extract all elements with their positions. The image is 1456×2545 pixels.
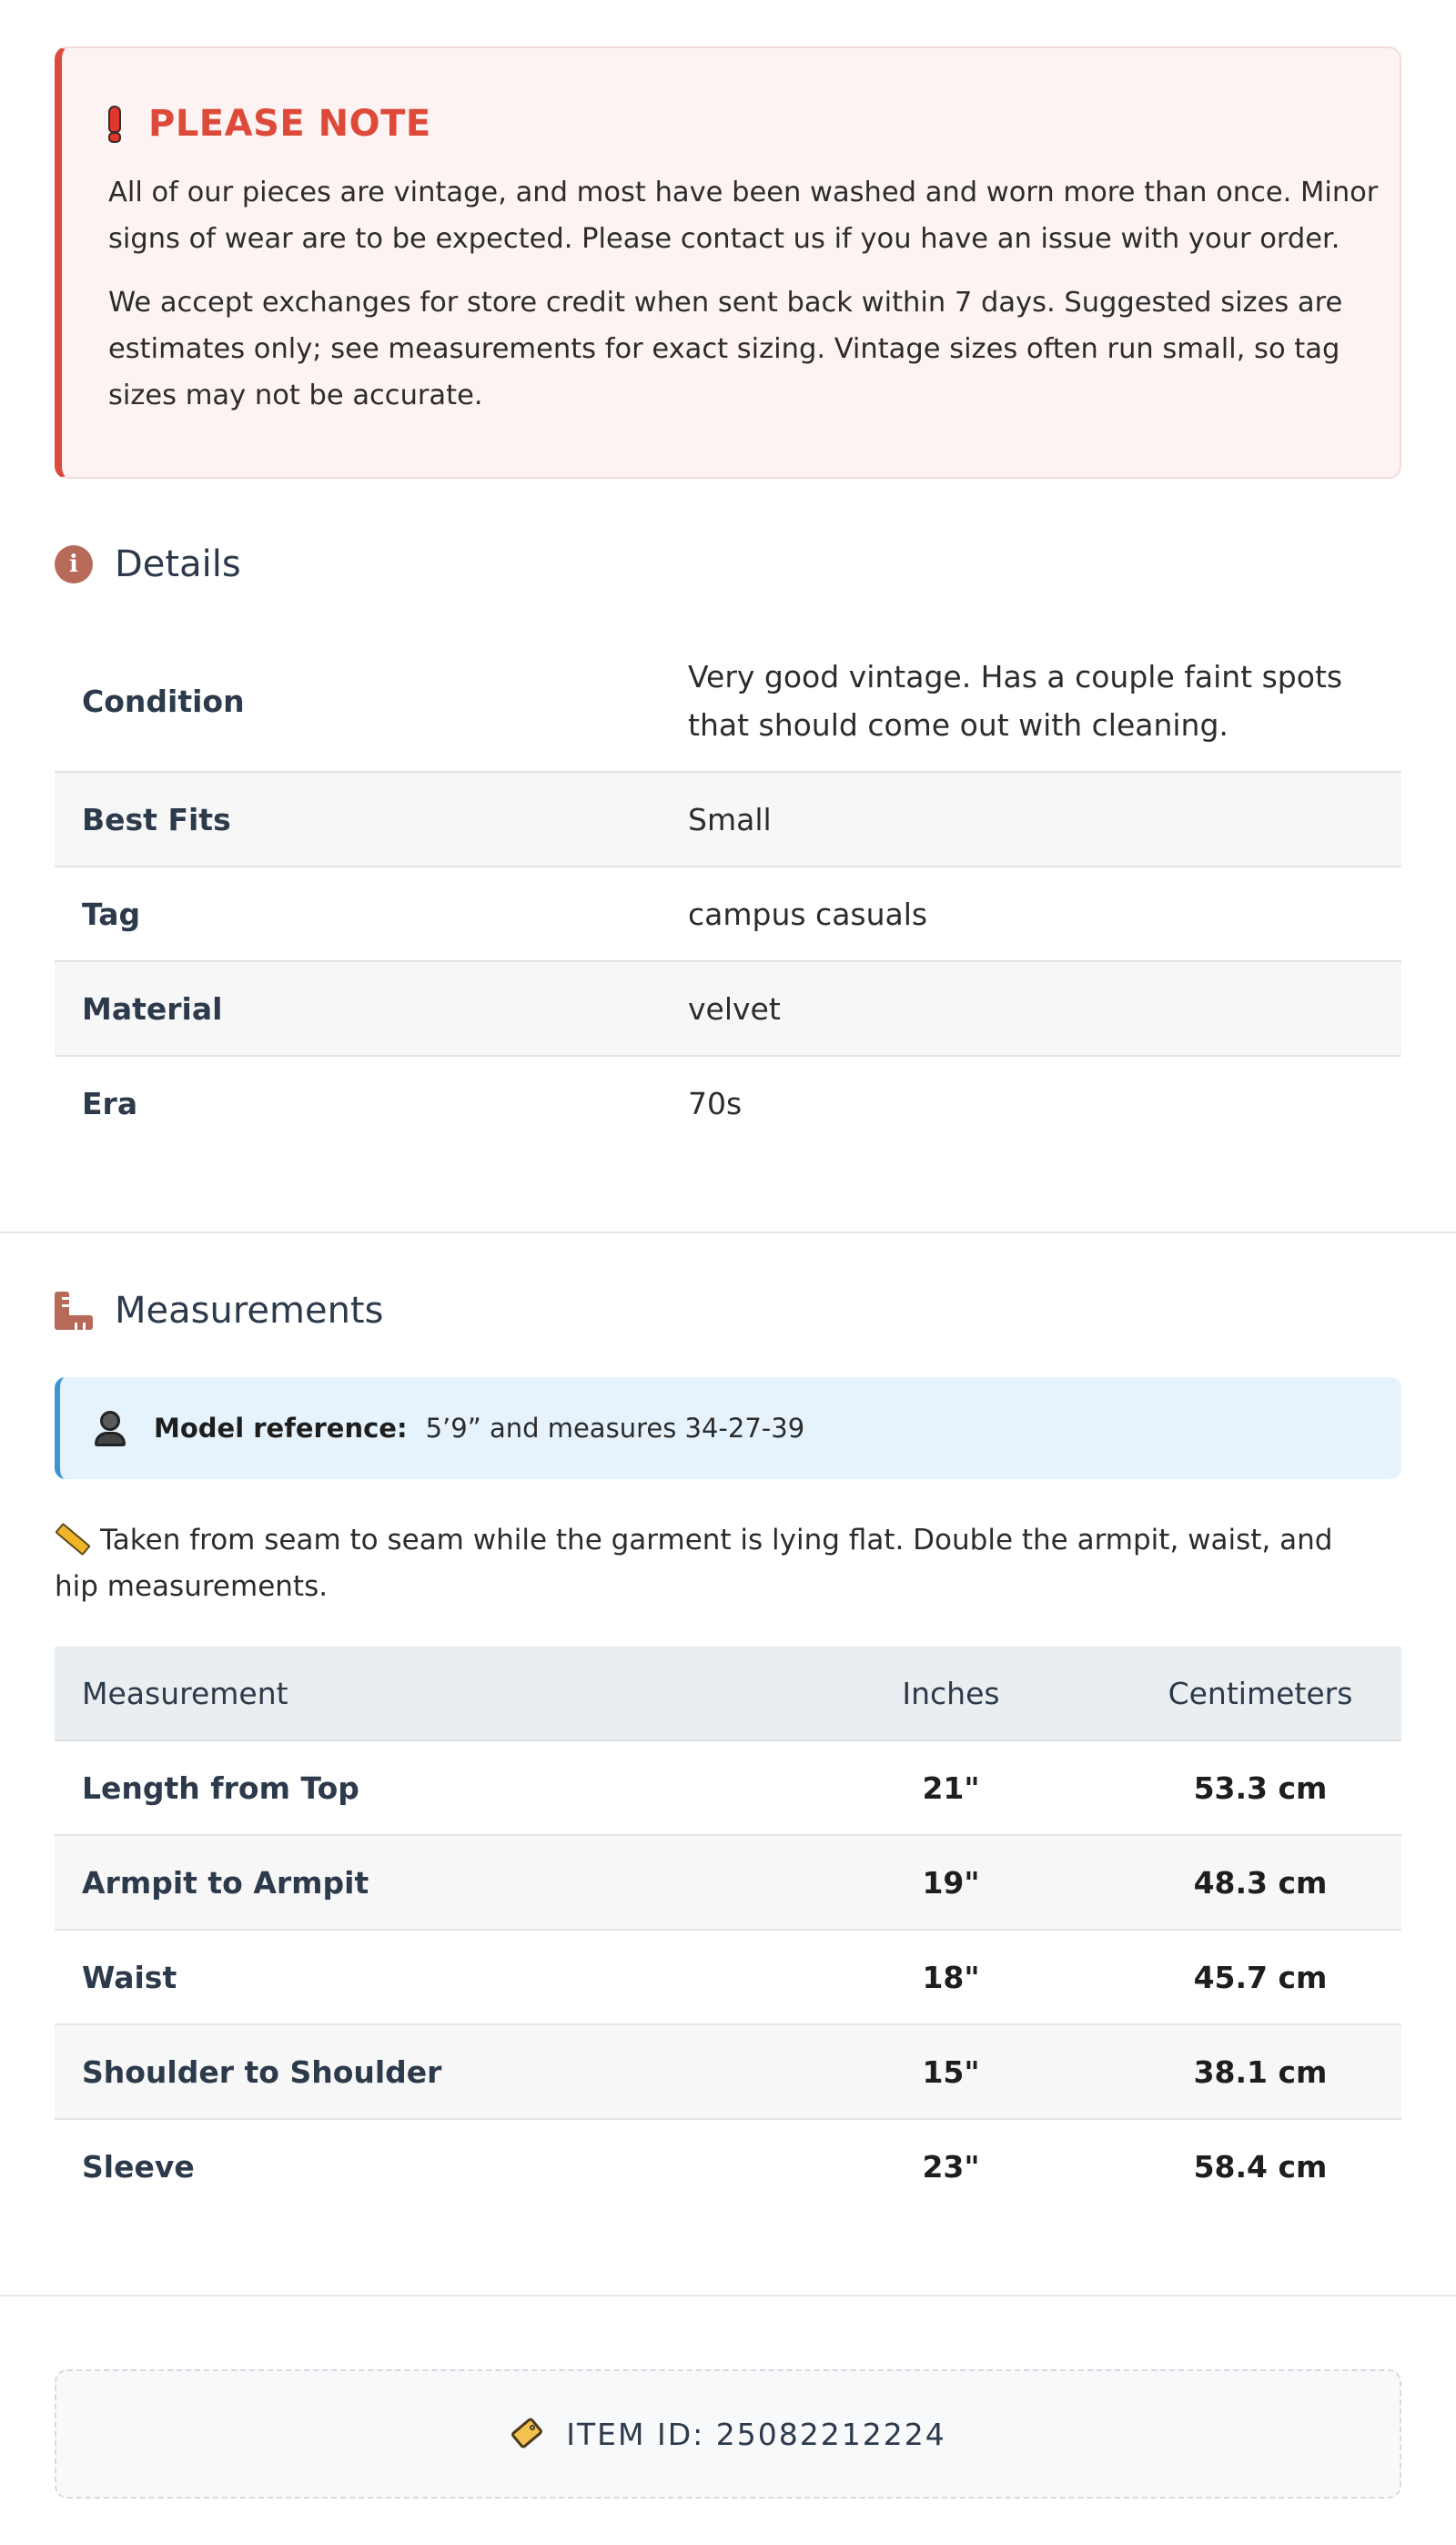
measurements-heading [55,1290,383,1332]
table-row [55,772,1401,867]
table-row [55,631,1401,772]
detail-label: Era [82,1086,138,1121]
table-row [55,1740,1401,1835]
model-label: Model reference: [154,1413,408,1444]
details-title: Details [115,543,241,585]
measurement-inches: 23" [922,2149,980,2185]
section-divider [0,1232,1456,1233]
notice-title: PLEASE NOTE [148,103,431,145]
table-header-row [55,1647,1401,1740]
measurement-name: Sleeve [82,2149,195,2185]
measurement-cm: 38.1 cm [1119,2024,1401,2119]
table-row [55,1056,1401,1151]
detail-value: campus casuals [661,867,1401,961]
measurement-cm: 53.3 cm [1119,1740,1401,1835]
details-heading [55,543,241,585]
item-id: ITEM ID: 25082212224 [566,2416,946,2452]
table-row [55,961,1401,1056]
measurement-name: Armpit to Armpit [55,1835,783,1930]
model-value: 5’9” and measures 34-27-39 [425,1413,805,1444]
measurement-cm: 58.4 cm [1193,2149,1328,2185]
section-divider [0,2295,1456,2297]
column-header: Measurement [55,1647,783,1740]
notice-header [108,101,1400,147]
measurement-inches: 15" [783,2024,1119,2119]
ruler-icon [55,1292,93,1330]
table-row [55,867,1401,961]
measurement-note [55,1517,1356,1610]
pencil-icon [55,1522,91,1555]
table-row [55,2024,1401,2119]
detail-label: Condition [55,631,661,772]
detail-label: Tag [55,867,661,961]
detail-value: 70s [688,1086,743,1121]
measurements-table [55,1647,1401,2214]
table-row [55,2119,1401,2214]
notice-paragraph: All of our pieces are vintage, and most have been washed and worn more than once. Minor signs of wear are to be expected. Please contact us if you have an issue with your order. [108,177,1379,255]
details-table [55,631,1401,1151]
detail-label: Material [55,961,661,1056]
detail-value: velvet [661,961,1401,1056]
measurement-name: Shoulder to Shoulder [55,2024,783,2119]
measurement-inches: 19" [783,1835,1119,1930]
detail-label: Best Fits [55,772,661,867]
detail-value: Small [661,772,1401,867]
column-header: Inches [783,1647,1119,1740]
table-row [55,1835,1401,1930]
measurement-inches: 21" [783,1740,1119,1835]
model-reference [55,1377,1401,1479]
table-row [55,1930,1401,2024]
measurement-note-text: Taken from seam to seam while the garment is lying flat. Double the armpit, waist, and hip measurements. [55,1524,1333,1603]
exclamation-icon [108,106,121,142]
measurements-title: Measurements [115,1290,384,1332]
measurement-name: Length from Top [55,1740,783,1835]
notice-card [55,46,1401,479]
measurement-inches: 18" [783,1930,1119,2024]
info-icon: i [55,545,93,583]
item-id-box [55,2369,1401,2499]
measurement-cm: 48.3 cm [1119,1835,1401,1930]
person-icon [94,1410,126,1446]
measurement-cm: 45.7 cm [1119,1930,1401,2024]
tag-icon [510,2416,546,2452]
detail-value: Very good vintage. Has a couple faint spots that should come out with cleaning. [661,631,1401,772]
measurement-name: Waist [55,1930,783,2024]
column-header: Centimeters [1119,1647,1401,1740]
notice-paragraph: We accept exchanges for store credit when sent back within 7 days. Suggested sizes are estimates only; see measurements for exact sizing. Vintage sizes often run small, so tag sizes may not be accurate. [108,287,1343,411]
